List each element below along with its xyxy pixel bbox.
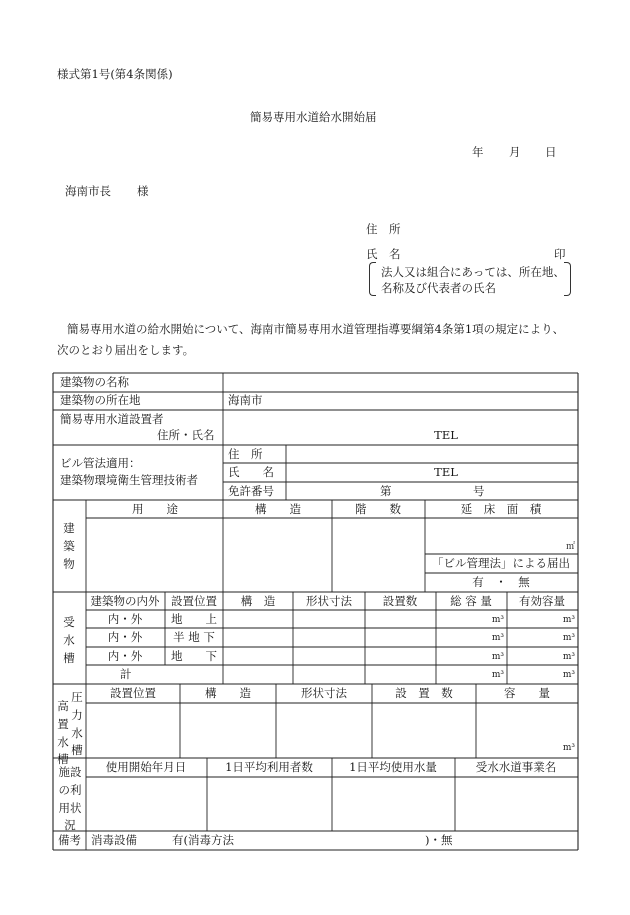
tank-total-capacity-header: 総 容 量 — [450, 594, 492, 608]
building-name-value[interactable] — [224, 374, 577, 391]
tank-row-3-effective-unit: m³ — [562, 652, 575, 662]
tank-row-1-position: 地 上 — [171, 612, 217, 626]
applicant-note-line2: 名称及び代表者の氏名 — [381, 281, 496, 295]
usage-daily-users-header: 1日平均利用者数 — [225, 760, 313, 774]
building-structure-header: 構 造 — [255, 502, 301, 516]
usage-supplier-header: 受水水道事業名 — [475, 760, 557, 774]
building-location-label: 建築物の所在地 — [60, 393, 141, 407]
installer-address-name-label: 住所・氏名 — [157, 428, 215, 442]
tank-row-1-effective-unit: m³ — [562, 615, 575, 625]
building-location-value[interactable]: 海南市 — [228, 393, 263, 407]
building-name-label: 建築物の名称 — [60, 375, 129, 389]
tank-shape-header: 形状寸法 — [306, 594, 352, 608]
tank-total-effective-unit: m³ — [562, 670, 575, 680]
tank-row-2-position: 半 地 下 — [173, 630, 215, 644]
disinfection-label: 消毒設備 — [91, 833, 137, 847]
bill-report-label: 「ビル管理法」による届出 — [432, 556, 570, 570]
addressee-name: 海南市長 — [65, 184, 111, 198]
tank-row-3-total-unit: m³ — [491, 652, 504, 662]
tank-row-1-total-unit: m³ — [491, 615, 504, 625]
bill-report-options[interactable]: 有 ・ 無 — [472, 575, 530, 589]
elevated-capacity-unit: m³ — [562, 743, 575, 753]
bill-manager-label: 建築物環境衛生管理技術者 — [60, 473, 198, 487]
tank-total-unit: m³ — [491, 670, 504, 680]
tank-row-3-position: 地 下 — [171, 649, 217, 663]
license-go: 号 — [473, 484, 485, 498]
pressure-tank-section-label: 圧力水槽 — [71, 690, 83, 758]
manager-license-label: 免許番号 — [228, 484, 274, 498]
date-day: 日 — [545, 145, 557, 159]
tank-row-2-effective-unit: m³ — [562, 633, 575, 643]
body-text-line1: 簡易専用水道の給水開始について、海南市簡易専用水道管理指導要綱第4条第1項の規定により、 — [67, 322, 565, 336]
elevated-tank-section-label: 高置水槽 — [57, 699, 69, 767]
manager-name-label: 氏 名 — [228, 465, 274, 479]
license-dai: 第 — [380, 484, 392, 498]
body-text-line2: 次のとおり届出をします。 — [57, 343, 195, 357]
tank-count-header: 設置数 — [382, 594, 418, 608]
applicant-name-label: 氏 名 — [366, 247, 401, 261]
tank-total-label: 計 — [120, 667, 132, 681]
usage-daily-water-header: 1日平均使用水量 — [349, 760, 437, 774]
elevated-position-header: 設置位置 — [110, 686, 156, 700]
date-month: 月 — [509, 145, 521, 159]
floor-area-unit: ㎡ — [565, 542, 575, 552]
seal-mark: 印 — [554, 247, 566, 261]
building-floor-area-header: 延 床 面 積 — [460, 502, 542, 516]
tank-row-1-inout[interactable]: 内・外 — [107, 612, 143, 626]
installer-tel-label: TEL — [434, 428, 458, 442]
remarks-label: 備考 — [58, 833, 81, 847]
tank-section-label: 受水槽 — [63, 615, 75, 665]
elevated-capacity-header: 容 量 — [504, 686, 550, 700]
tank-inout-header: 建築物の内外 — [90, 594, 160, 608]
applicant-note-line1: 法人又は組合にあっては、所在地、 — [381, 265, 565, 279]
disinfection-method[interactable]: 有(消毒方法 — [172, 833, 234, 847]
tank-row-3-inout[interactable]: 内・外 — [107, 649, 143, 663]
facility-usage-section-label: 施設の利用状況 — [58, 765, 82, 833]
addressee-honorific: 様 — [137, 184, 149, 198]
manager-address-label: 住 所 — [228, 447, 263, 461]
tank-row-2-total-unit: m³ — [491, 633, 504, 643]
page-title: 簡易専用水道給水開始届 — [250, 110, 377, 124]
elevated-shape-header: 形状寸法 — [301, 686, 347, 700]
tank-row-2-inout[interactable]: 内・外 — [107, 630, 143, 644]
usage-start-date-header: 使用開始年月日 — [105, 760, 187, 774]
tank-position-header: 設置位置 — [171, 594, 217, 608]
building-use-header: 用 途 — [132, 502, 178, 516]
building-section-label: 建築物 — [63, 521, 75, 571]
tank-effective-capacity-header: 有効容量 — [519, 594, 565, 608]
tank-structure-header: 構 造 — [240, 594, 276, 608]
applicant-address-label: 住 所 — [366, 222, 401, 236]
form-number: 様式第1号(第4条関係) — [57, 67, 173, 81]
date-year: 年 — [472, 145, 484, 159]
manager-tel-label: TEL — [434, 465, 458, 479]
building-floors-header: 階 数 — [355, 502, 401, 516]
installer-label: 簡易専用水道設置者 — [60, 412, 164, 426]
elevated-count-header: 設 置 数 — [395, 686, 453, 700]
elevated-structure-header: 構 造 — [205, 686, 251, 700]
bill-act-label: ビル管法適用： — [60, 456, 141, 470]
disinfection-none[interactable]: )・無 — [425, 833, 453, 847]
